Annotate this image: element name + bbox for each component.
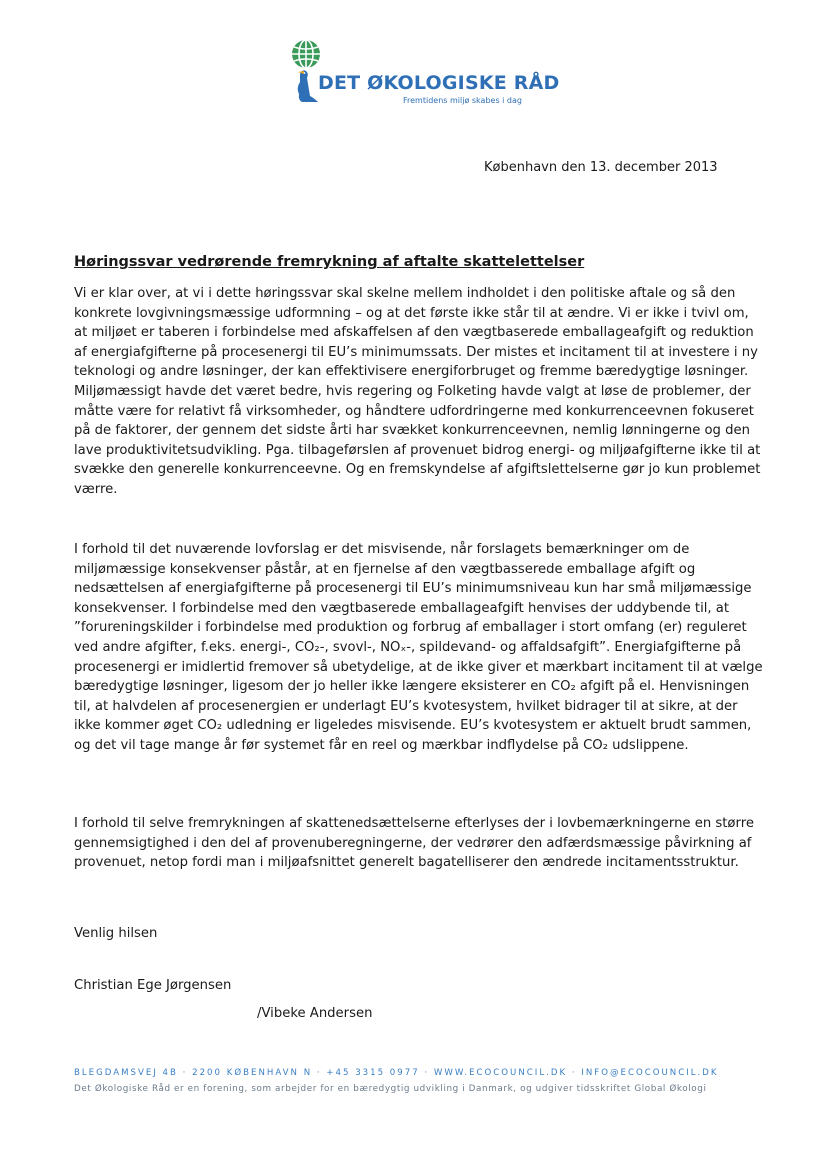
org-name: DET ØKOLOGISKE RÅD [318,72,560,94]
body-paragraph-2: I forhold til det nuværende lovforslag er det misvisende, når forslagets bemærkninger om de miljømæssige konsekvenser påstår, at en fjernelse af den vægtbasserede emballage afgift og nedsættelsen af energiafgifterne på procesenergi til EU’s minimumsniveau kun har små miljømæssige konsekvenser. I forbindelse med den vægtbaserede emballageafgift henvises der uddybende til, at ”forureningskilder i forbindelse med produktion og forbrug af emballager i stort omfang (er) reguleret ved andre afgifter, f.eks. energi-, CO₂-, svovl-, NOₓ-, spildevand- og affaldsafgift”. Energiafgifterne på procesenergi er imidlertid fremover så ubetydelige, at de ikke giver et mærkbart incitament til at vælge bæredygtige løsninger, ligesom der jo heller ikke længere eksisterer en CO₂ afgift på el. Henvisningen til, at halvdelen af procesenergien er underlagt EU’s kvotesystem, hvilket bidrager til at sikre, at der ikke kommer øget CO₂ udledning er ligeledes misvisende. EU’s kvotesystem er aktuelt brudt sammen, og det vil tage mange år før systemet får en reel og mærkbar indflydelse på CO₂ udslippene. [74,542,763,753]
footer-contact-line: BLEGDAMSVEJ 4B · 2200 KØBENHAVN N · +45 3315 0977 · WWW.ECOCOUNCIL.DK · INFO@ECOCOUNCIL.DK [74,1068,719,1078]
signer-secondary: /Vibeke Andersen [257,1006,373,1021]
letter-heading: Høringssvar vedrørende fremrykning af aftalte skattelettelser [74,254,585,270]
signer-primary: Christian Ege Jørgensen [74,978,232,993]
body-paragraph-1: Vi er klar over, at vi i dette høringssvar skal skelne mellem indholdet i den politiske aftale og så den konkrete lovgivningsmæssige udformning – og at det første ikke står til at ændre. Vi er ikke i tvivl om, at miljøet er taberen i forbindelse med afskaffelsen af den vægtbaserede emballageafgift og reduktion af energiafgifterne på procesenergi til EU’s minimumssats. Der mistes et incitament til at investere i ny teknologi og andre løsninger, der kan effektivisere energiforbruget og fremme bæredygtige løsninger. Miljømæssigt havde det været bedre, hvis regering og Folketing havde valgt at løse de problemer, der måtte være for relativt få virksomheder, og håndtere udfordringerne med konkurrenceevnen fokuseret på de faktorer, der gennem det sidste årti har svækket konkurrenceevnen, nemlig lønningerne og den lave produktivitetsudvikling. Pga. tilbageførslen af provenuet bidrog energi- og miljøafgifterne ikke til at svække den generelle konkurrenceevne. Og en fremskyndelse af afgiftslettelserne gør jo kun problemet værre. [74,286,761,497]
closing-greeting: Venlig hilsen [74,926,158,941]
letterhead-logo [284,38,560,108]
body-paragraph-3: I forhold til selve fremrykningen af skattenedsættelserne efterlyses der i lovbemærkningerne en større gennemsigtighed i den del af provenuberegningerne, der vedrører den adfærdsmæssige påvirkning af provenuet, netop fordi man i miljøafsnittet generelt bagatelliserer den ændrede incitamentsstruktur. [74,816,754,871]
org-tagline: Fremtidens miljø skabes i dag [403,96,522,105]
letter-date: København den 13. december 2013 [484,160,718,175]
footer-description: Det Økologiske Råd er en forening, som arbejder for en bæredygtig udvikling i Danmark, og udgiver tidsskriftet Global Økologi [74,1084,707,1094]
